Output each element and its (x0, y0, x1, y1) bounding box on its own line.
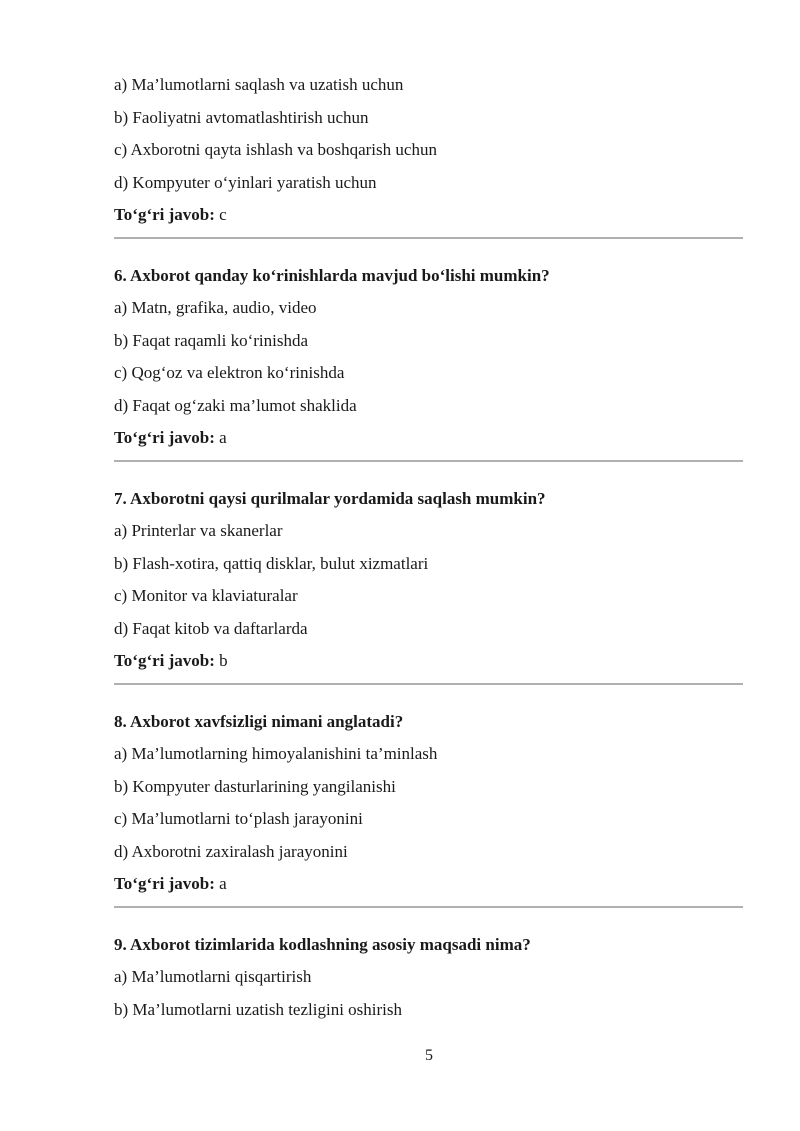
page-number: 5 (425, 1047, 433, 1064)
option-d: d) Kompyuter o‘yinlari yaratish uchun (114, 172, 377, 192)
option-a: a) Matn, grafika, audio, video (114, 298, 317, 317)
option-a: a) Ma’lumotlarning himoyalanishini ta’minlash (114, 744, 438, 763)
option-d: d) Axborotni zaxiralash jarayonini (114, 841, 348, 861)
answer-label: To‘g‘ri javob: (114, 651, 215, 670)
divider (114, 906, 743, 908)
answer-label: To‘g‘ri javob: (114, 205, 215, 224)
answer-value: c (219, 205, 227, 224)
question-title: 9. Axborot tizimlarida kodlashning asosiy maqsadi nima? (114, 934, 531, 954)
option-b: b) Faqat raqamli ko‘rinishda (114, 330, 309, 350)
correct-answer (114, 873, 743, 895)
option-d: d) Faqat kitob va daftarlarda (114, 618, 308, 638)
answer-value: b (219, 651, 228, 670)
question-title: 8. Axborot xavfsizligi nimani anglatadi? (114, 711, 404, 731)
question-title: 7. Axborotni qaysi qurilmalar yordamida saqlash mumkin? (114, 488, 546, 508)
option-a: a) Ma’lumotlarni saqlash va uzatish uchun (114, 75, 404, 94)
option-c: c) Ma’lumotlarni to‘plash jarayonini (114, 809, 363, 828)
question-block-9 (114, 934, 743, 1021)
question-block-8 (114, 711, 743, 908)
question-block-continued (114, 74, 743, 239)
question-title: 6. Axborot qanday ko‘rinishlarda mavjud bo‘lishi mumkin? (114, 265, 550, 285)
option-d: d) Faqat og‘zaki ma’lumot shaklida (114, 395, 357, 415)
option-b: b) Flash-xotira, qattiq disklar, bulut xizmatlari (114, 553, 429, 573)
option-b: b) Faoliyatni avtomatlashtirish uchun (114, 107, 369, 127)
option-b: b) Kompyuter dasturlarining yangilanishi (114, 776, 396, 796)
option-a: a) Printerlar va skanerlar (114, 521, 283, 540)
question-block-6 (114, 265, 743, 462)
option-c: c) Monitor va klaviaturalar (114, 586, 298, 605)
option-a: a) Ma’lumotlarni qisqartirish (114, 967, 312, 986)
page-content (114, 74, 743, 1031)
option-c: c) Qog‘oz va elektron ko‘rinishda (114, 363, 345, 382)
correct-answer (114, 650, 743, 672)
answer-value: a (219, 874, 227, 893)
option-c: c) Axborotni qayta ishlash va boshqarish uchun (114, 140, 437, 159)
answer-label: To‘g‘ri javob: (114, 874, 215, 893)
divider (114, 460, 743, 462)
divider (114, 683, 743, 685)
correct-answer (114, 427, 743, 449)
option-b: b) Ma’lumotlarni uzatish tezligini oshirish (114, 999, 403, 1019)
question-block-7 (114, 488, 743, 685)
answer-label: To‘g‘ri javob: (114, 428, 215, 447)
correct-answer (114, 204, 743, 226)
divider (114, 237, 743, 239)
answer-value: a (219, 428, 227, 447)
